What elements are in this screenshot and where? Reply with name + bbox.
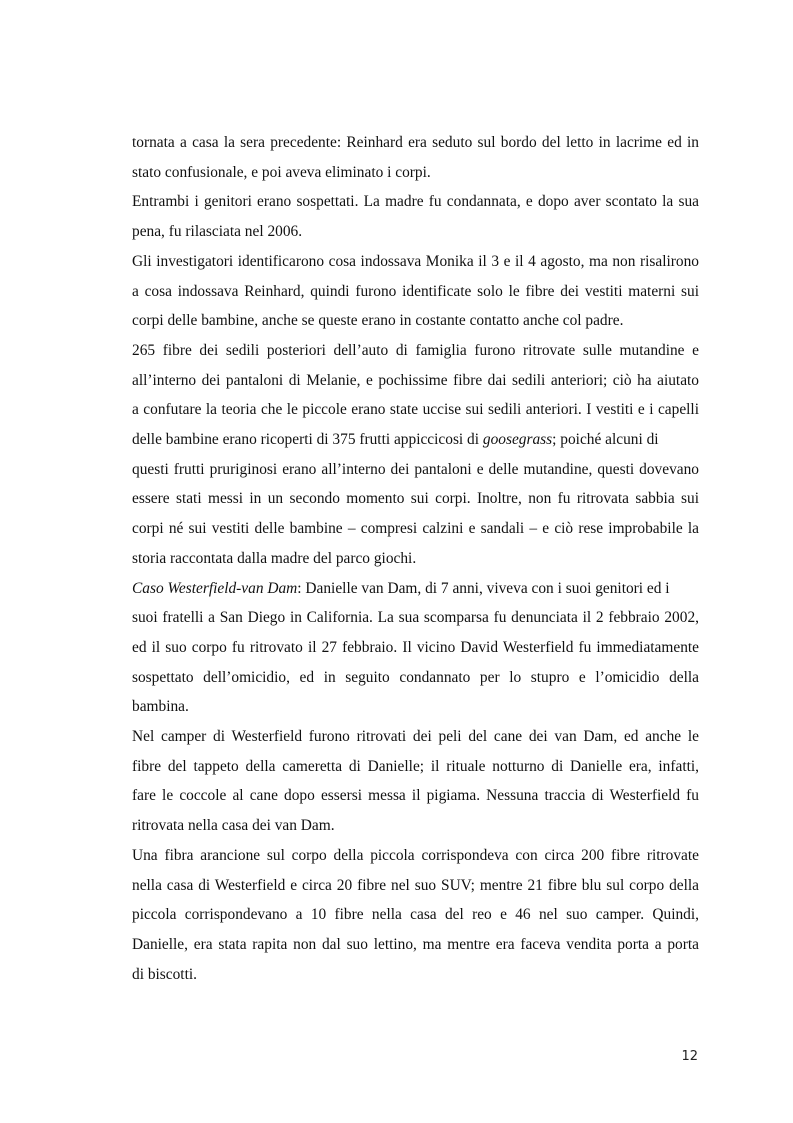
text-line: Danielle, era stata rapita non dal suo lettino, ma mentre era faceva vendita porta a porta — [132, 935, 699, 953]
text-run: ; poiché alcuni di — [552, 431, 659, 449]
text-line: questi frutti pruriginosi erano all’interno dei pantaloni e delle mutandine, questi dovevano — [132, 460, 699, 478]
text-line: ed il suo corpo fu ritrovato il 27 febbraio. Il vicino David Westerfield fu immediatamente — [132, 638, 699, 656]
text-line: piccola corrispondevano a 10 fibre nella casa del reo e 46 nel suo camper. Quindi, — [132, 906, 699, 924]
text-line: stato confusionale, e poi aveva eliminato i corpi. — [132, 163, 431, 181]
text-line: sospettato dell’omicidio, ed in seguito condannato per lo stupro e l’omicidio della — [132, 668, 699, 686]
text-line: all’interno dei pantaloni di Melanie, e pochissime fibre dai sedili anteriori; ciò ha aiutato — [132, 371, 699, 389]
text-line: corpi delle bambine, anche se queste erano in costante contatto anche col padre. — [132, 312, 624, 330]
text-line: 265 fibre dei sedili posteriori dell’auto di famiglia furono ritrovate sulle mutandine e — [132, 341, 699, 359]
text-line: Una fibra arancione sul corpo della piccola corrispondeva con circa 200 fibre ritrovate — [132, 846, 699, 864]
text-line: fare le coccole al cane dopo essersi messa il pigiama. Nessuna traccia di Westerfield fu — [132, 787, 699, 805]
text-line: Nel camper di Westerfield furono ritrovati dei peli del cane dei van Dam, ed anche le — [132, 728, 699, 746]
text-line: suoi fratelli a San Diego in California. La sua scomparsa fu denunciata il 2 febbraio 2002, — [132, 609, 699, 627]
italic-heading: Caso Westerfield-van Dam — [132, 579, 298, 597]
text-line: storia raccontata dalla madre del parco giochi. — [132, 549, 417, 567]
text-line: Entrambi i genitori erano sospettati. La madre fu condannata, e dopo aver scontato la sua — [132, 193, 699, 211]
text-line: essere stati messi in un secondo momento sui corpi. Inoltre, non fu ritrovata sabbia sui — [132, 490, 699, 508]
text-line: di biscotti. — [132, 965, 197, 983]
text-line: ritrovata nella casa dei van Dam. — [132, 817, 335, 835]
body-text — [132, 128, 699, 989]
text-line: a confutare la teoria che le piccole erano state uccise sui sedili anteriori. I vestiti e i capelli — [132, 401, 699, 419]
text-line: a cosa indossava Reinhard, quindi furono identificate solo le fibre dei vestiti materni sui — [132, 282, 699, 300]
text-line: tornata a casa la sera precedente: Reinhard era seduto sul bordo del letto in lacrime ed in — [132, 134, 699, 151]
italic-term: goosegrass — [482, 431, 553, 449]
text-run: : Danielle van Dam, di 7 anni, viveva con i suoi genitori ed i — [297, 579, 670, 597]
text-line: corpi né sui vestiti delle bambine – compresi calzini e sandali – e ciò rese improbabile la — [132, 520, 699, 538]
text-line — [132, 425, 699, 455]
page-number: 12 — [681, 1049, 698, 1064]
text-line — [132, 574, 699, 604]
text-line: Gli investigatori identificarono cosa indossava Monika il 3 e il 4 agosto, ma non risalirono — [132, 252, 699, 270]
text-run: delle bambine erano ricoperti di 375 frutti appiccicosi di — [132, 431, 480, 449]
text-line: nella casa di Westerfield e circa 20 fibre nel suo SUV; mentre 21 fibre blu sul corpo della — [132, 876, 699, 894]
text-line: fibre del tappeto della cameretta di Danielle; il rituale notturno di Danielle era, infatti, — [132, 757, 699, 775]
text-line: bambina. — [132, 698, 189, 716]
text-line: pena, fu rilasciata nel 2006. — [132, 223, 303, 241]
